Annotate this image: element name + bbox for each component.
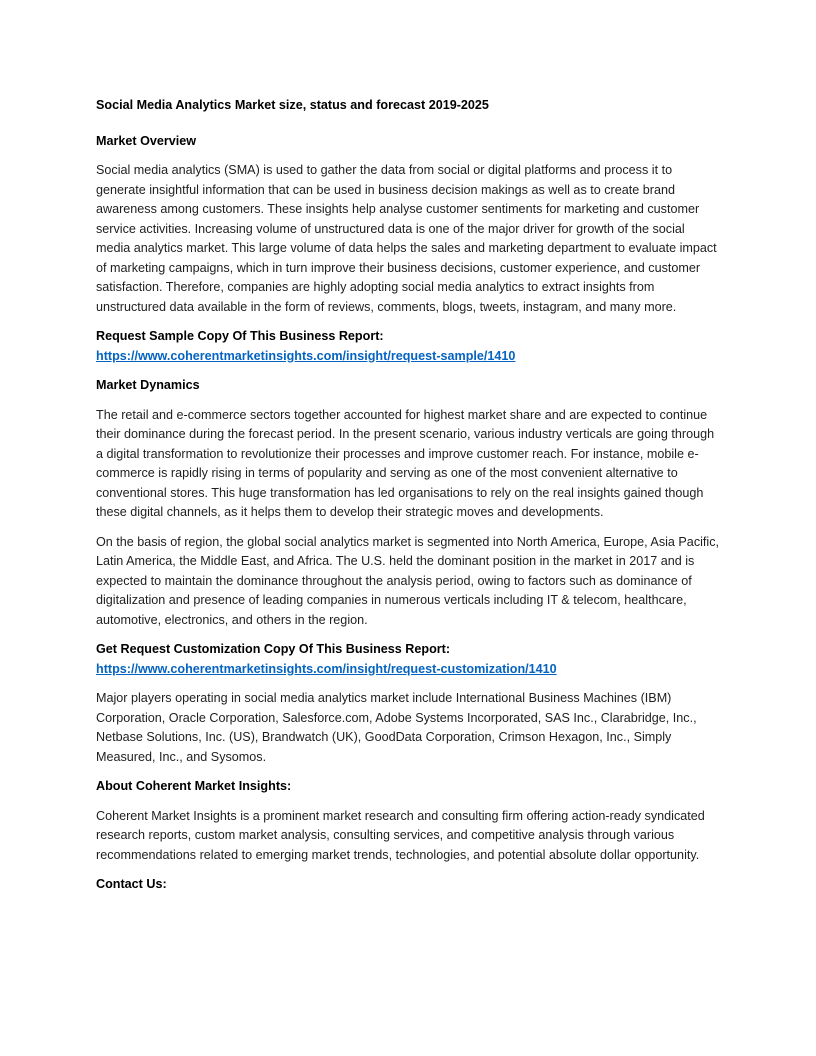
market-dynamics-paragraph-1: The retail and e-commerce sectors together accounted for highest market share and are expected to continue their dominance during the forecast period. In the present scenario, various industry verticals are going through a digital transformation to revolutionize their processes and improve customer reach. For instance, mobile e-commerce is rapidly rising in terms of popularity and serving as one of the most convenient alternative to conventional stores. This huge transformation has led organisations to rely on the real insights gained though these digital channels, as it helps them to develop their strategic moves and developments. xyxy=(96,407,715,519)
market-overview-paragraph: Social media analytics (SMA) is used to gather the data from social or digital platforms and process it to generate insightful information that can be used in business decision makings as well as to create brand awareness among customers. These insights help analyse customer sentiments for marketing and customer service activities. Increasing volume of unstructured data is one of the major driver for growth of the social media analytics market. This large volume of data helps the sales and marketing department to evaluate impact of marketing campaigns, which in turn improve their business decisions, customer experience, and customer satisfaction. Therefore, companies are highly adopting social media analytics to extract insights from unstructured data available in the form of reviews, comments, blogs, tweets, instagram, and many more. xyxy=(96,163,717,314)
customization-request-block xyxy=(96,640,722,679)
document-title: Social Media Analytics Market size, status and forecast 2019-2025 xyxy=(96,98,489,112)
market-dynamics-paragraph-2: On the basis of region, the global social analytics market is segmented into North America, Europe, Asia Pacific, Latin America, the Middle East, and Africa. The U.S. held the dominant position in the market in 2017 and is expected to maintain the dominance throughout the analysis period, owing to factors such as dominance of digitalization and presence of leading companies in numerous verticals including IT & telecom, healthcare, automotive, electronics, and others in the region. xyxy=(96,534,720,627)
document-page xyxy=(96,96,722,905)
about-heading: About Coherent Market Insights: xyxy=(96,779,292,793)
market-overview-heading: Market Overview xyxy=(96,133,197,148)
sample-request-block xyxy=(96,327,722,366)
major-players-paragraph: Major players operating in social media analytics market include International Business Machines (IBM) Corporation, Oracle Corporation, Salesforce.com, Adobe Systems Incorporated, SAS Inc., Clarabridge, Inc., Netbase Solutions, Inc. (US), Brandwatch (UK), GoodData Corporation, Crimson Hexagon, Inc., Simply Measured, Inc., and Sysomos. xyxy=(96,691,697,764)
market-dynamics-heading: Market Dynamics xyxy=(96,378,200,392)
sample-request-label: Request Sample Copy Of This Business Report: xyxy=(96,329,384,343)
contact-heading: Contact Us: xyxy=(96,877,167,891)
sample-request-link[interactable]: https://www.coherentmarketinsights.com/insight/request-sample/1410 xyxy=(96,348,516,363)
customization-request-link[interactable]: https://www.coherentmarketinsights.com/insight/request-customization/1410 xyxy=(96,661,557,676)
customization-request-label: Get Request Customization Copy Of This Business Report: xyxy=(96,642,451,656)
about-paragraph: Coherent Market Insights is a prominent market research and consulting firm offering action-ready syndicated research reports, custom market analysis, consulting services, and competitive analysis through various recommendations related to emerging market trends, technologies, and potential absolute dollar opportunity. xyxy=(96,808,705,862)
